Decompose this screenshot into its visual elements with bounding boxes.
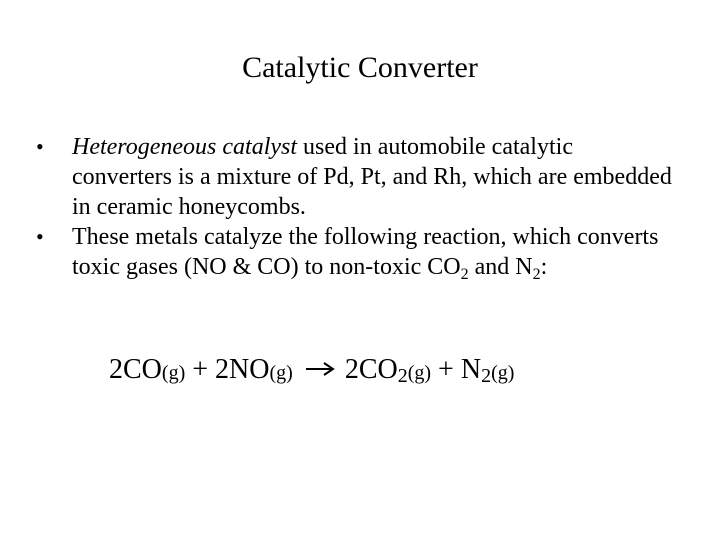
reactant-no: 2NO (215, 354, 270, 385)
bullet-text: used in automobile catalytic converters is a mixture of Pd, Pt, and Rh, which are embedded in ceramic honeycombs. (72, 134, 672, 220)
plus-sign: + (431, 354, 461, 385)
bullet-text: These metals catalyze the following reaction, which converts toxic gases (NO & CO) to non-toxic CO (72, 224, 659, 280)
right-arrow-icon (305, 351, 335, 387)
subscript: 2 (532, 266, 541, 283)
bullet-marker: • (36, 224, 44, 249)
italic-term: Heterogeneous catalyst (72, 134, 298, 160)
bullet-marker: • (36, 134, 44, 159)
subscript: 2 (397, 365, 408, 387)
subscript: 2 (481, 365, 492, 387)
state-label: (g) (491, 362, 515, 384)
reactant-co: 2CO (109, 354, 162, 385)
chemical-equation (109, 352, 669, 394)
bullet-text: and N (468, 254, 533, 280)
state-label: (g) (269, 362, 293, 384)
slide-title: Catalytic Converter (242, 51, 478, 84)
state-label: (g) (161, 362, 186, 384)
bullet-list (36, 132, 676, 282)
subscript: 2 (460, 266, 469, 283)
bullet-text: : (540, 254, 548, 280)
product-n2: N (460, 354, 482, 385)
plus-sign: + (185, 354, 216, 385)
state-label: (g) (407, 362, 432, 384)
bullet-item-catalyst (36, 132, 676, 222)
product-co2: 2CO (344, 354, 398, 385)
bullet-item-reaction (36, 222, 676, 282)
